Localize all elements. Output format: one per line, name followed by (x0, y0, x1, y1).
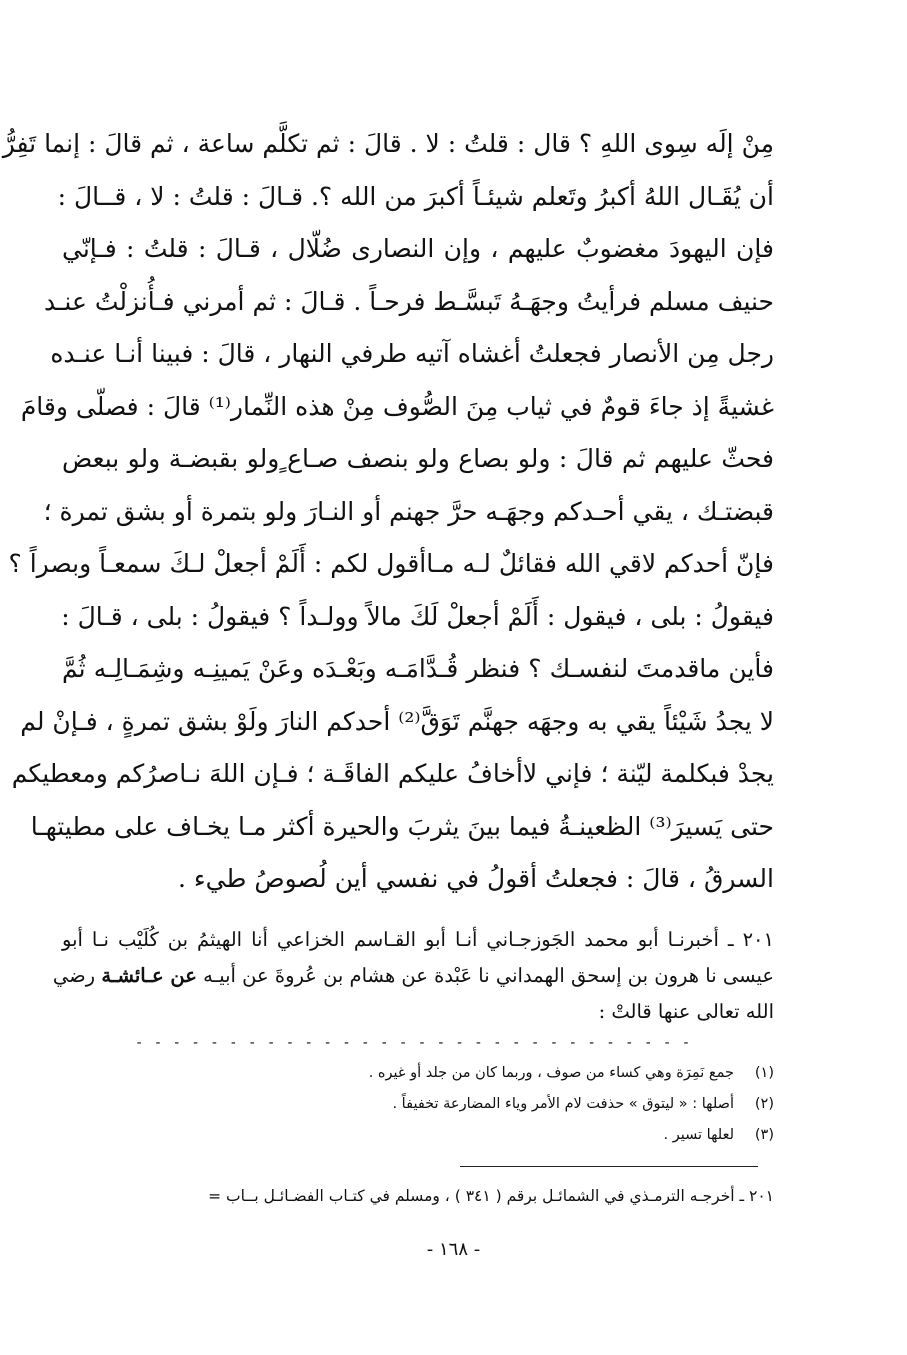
footnote-text: جمع نَمِرَة وهي كساء من صوف ، وربما كان من جلد أو غيره . (368, 1065, 734, 1081)
hadith-line: الله تعالى عنها قالتْ : (598, 1000, 774, 1023)
hadith-line (52, 958, 774, 994)
page-number: - ١٦٨ - (426, 1239, 481, 1260)
hadith-201 (52, 922, 774, 1030)
text-line: رجل مِن الأنصار فجعلتُ أغشاه آتيه طرفي النهار ، قالَ : فبينا أنـا عنـده (50, 339, 774, 368)
footnotes (330, 1058, 774, 1151)
hadith-text: رضي (52, 964, 102, 987)
text-line: فإنّ أحدكم لاقي الله فقائلٌ لـه مـاأقول لكم : أَلَمْ أجعلْ لـكَ سمعـاً وبصراً ؟ (8, 549, 774, 578)
text-line: السرقُ ، قالَ : فجعلتُ أقولُ في نفسي أين لُصوصُ طيء . (178, 864, 774, 893)
main-paragraph (2, 118, 774, 906)
footnote-text: لعلها تسير . (663, 1127, 734, 1143)
footnote-item (330, 1120, 774, 1151)
text-line: غشيةً إذ جاءَ قومٌ في ثياب مِنَ الصُّوف مِنْ هذه النِّمار⁽¹⁾ قالَ : فصلّى وقامَ (20, 391, 774, 421)
text-line: حتى يَسيرَ⁽³⁾ الظعينـةُ فيما بينَ يثربَ والحيرة أكثر مـا يخـاف على مطيتهـا (30, 811, 774, 841)
footnote-rule (460, 1166, 758, 1167)
text-line: قبضتـك ، يقي أحـدكم وجهَـه حرَّ جهنم أو النـارَ ولو بتمرة أو بشق تمرة ؛ (43, 496, 774, 526)
text-line: فحثّ عليهم ثم قالَ : ولو بصاع ولو بنصف صـاع ٍولو بقبضـة ولو ببعض (62, 444, 774, 473)
text-line: فإن اليهودَ مغضوبٌ عليهم ، وإن النصارى ضُلّال ، قـالَ : قلتُ : فـإنّي (62, 234, 774, 263)
text-line: فأين ماقدمتَ لنفسـك ؟ فنظر قُـدَّامَـه وبَعْـدَه وعَنْ يَمينِـه وشِمَـالِـه ثُمَّ (62, 654, 774, 683)
footnote-number: (٢) (754, 1096, 774, 1112)
text-line: مِنْ إلَه سِوى اللهِ ؟ قال : قلتُ : لا . قالَ : ثم تكلَّم ساعة ، ثم قالَ : إنما تَفِرُّ (2, 129, 774, 158)
hadith-narrator-bold: عن عـائشـة (101, 964, 197, 987)
hadith-text: عيسى نا هرون بن إسحق الهمداني نا عَبْدة عن هشام بن عُروةَ عن أبيـه (196, 964, 774, 987)
text-line: يجدْ فبكلمة ليّنة ؛ فإني لاأخافُ عليكم الفاقَـة ؛ فـإن اللهَ نـاصرُكم ومعطيكم (11, 759, 774, 788)
text-line: أن يُقَـال اللهُ أكبرُ وتَعلم شيئـاً أكبرَ من الله ؟. قـالَ : قلتُ : لا ، قــالَ : (57, 181, 774, 211)
text-line: حنيف مسلم فرأيتُ وجهَـهُ تَبسَّـط فرحـاً . قـالَ : ثم أمرني فـأُنزلْتُ عنـد (43, 286, 774, 316)
hadith-line: ٢٠١ ـ أخبرنـا أبو محمد الجَوزجـاني أنـا أبو القـاسم الخزاعي أنا الهيثمُ بن كُلَيْب نـا أبو (62, 928, 774, 951)
footnote-number: (٣) (754, 1127, 774, 1143)
text-line: لا يجدُ شَيْئاً يقي به وجهَه جهنَّم تَوَقَّ⁽²⁾ أحدكم النارَ ولَوْ بشق تمرةٍ ، فـإنْ لم (20, 706, 774, 736)
text-line: فيقولُ : بلى ، فيقول : أَلَمْ أجعلْ لَكَ مالاً وولـداً ؟ فيقولُ : بلى ، قـالَ : (61, 601, 774, 631)
dashed-separator: - - - - - - - - - - - - - - - - - - - - - - - - - - - - - - (134, 1035, 692, 1051)
footnote-text: أصلها : « ليتوق » حذفت لام الأمر وياء المضارعة تخفيفاً . (392, 1096, 734, 1112)
footnote-item (330, 1089, 774, 1120)
reference-note: ٢٠١ ـ أخرجـه الترمـذي في الشمائـل برقم ( ٣٤١ ) ، ومسلم في كتـاب الفضـائـل بــاب = (208, 1187, 774, 1205)
footnote-number: (١) (754, 1065, 774, 1081)
footnote-item (330, 1058, 774, 1089)
